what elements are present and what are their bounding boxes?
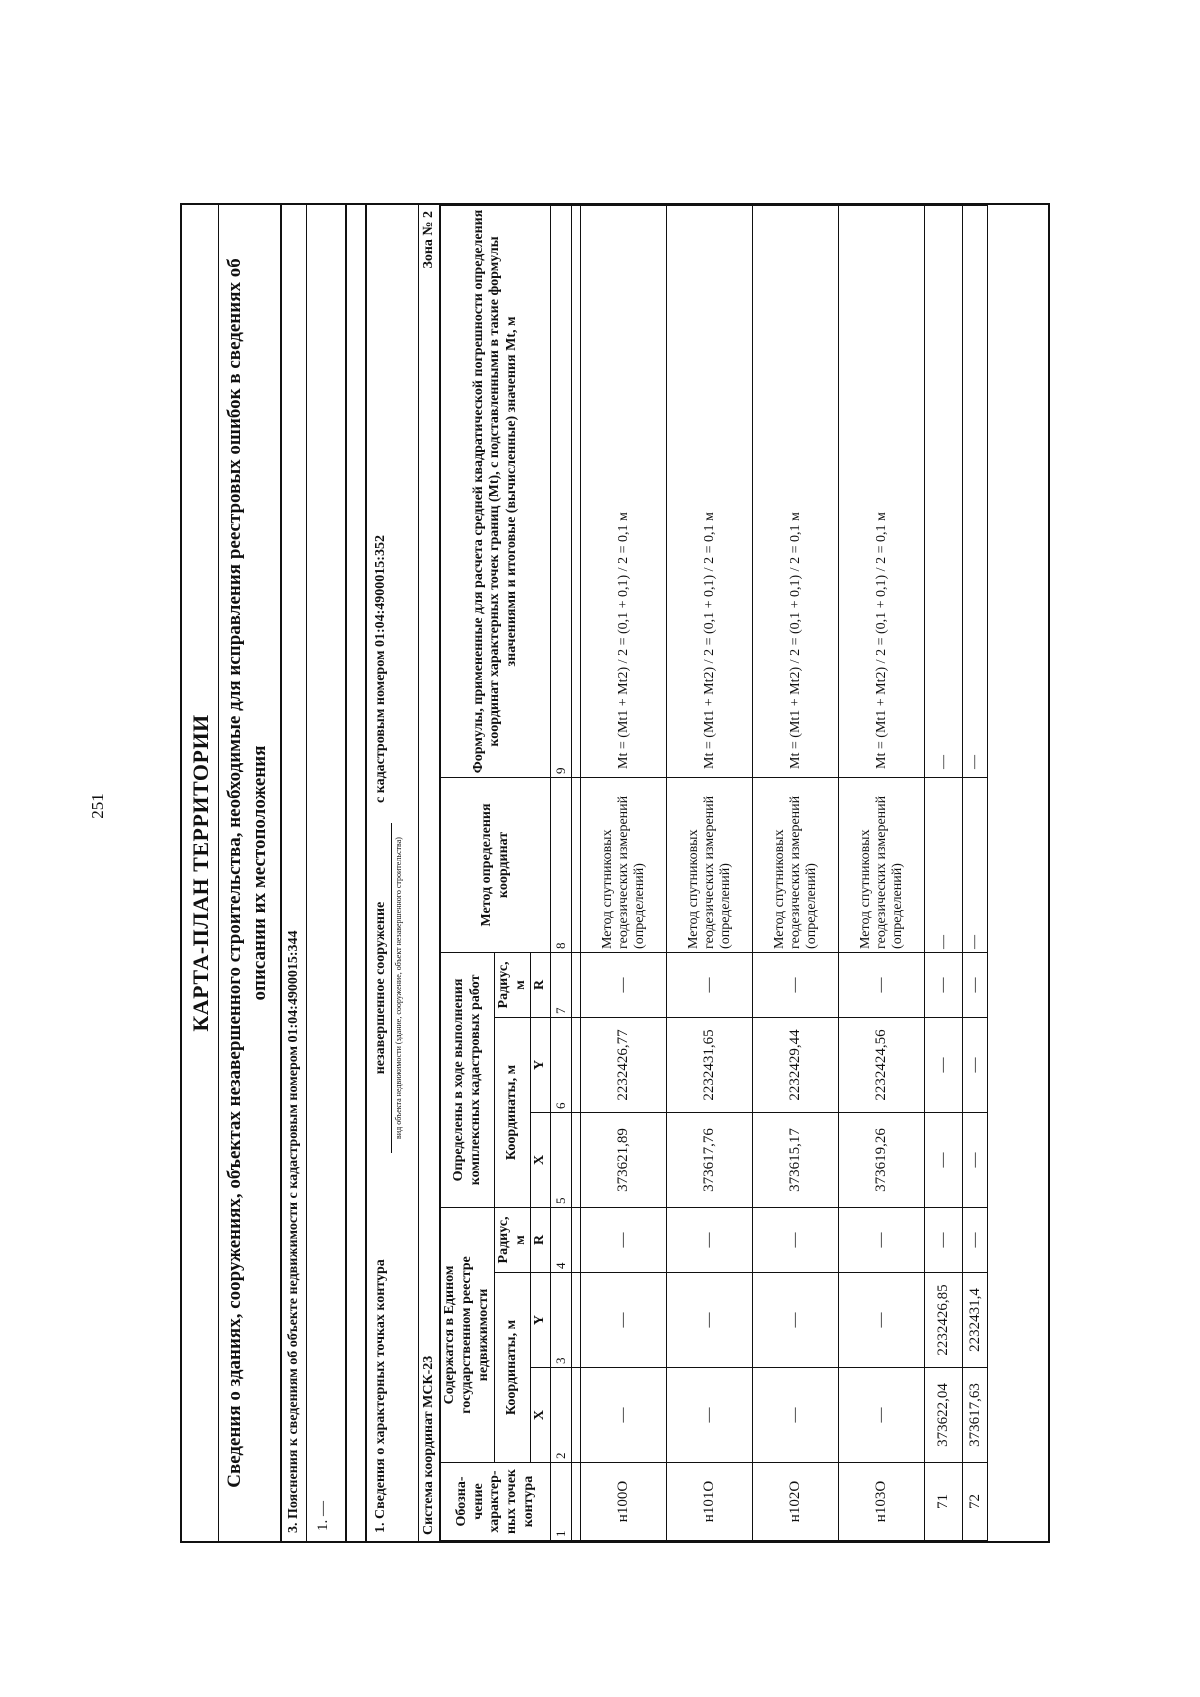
cell-formula: Mt = (Mt1 + Mt2) / 2 = (0,1 + 0,1) / 2 = 0,1 м [667, 206, 753, 778]
cell-y1: 2232431,4 [963, 1273, 988, 1368]
point-id: н101О [667, 1463, 753, 1541]
cell-y2: — [963, 1017, 988, 1112]
cell-x2: — [963, 1112, 988, 1207]
col-number: 8 [551, 777, 572, 952]
cell-x2: — [925, 1112, 963, 1207]
cell-y2: 2232426,77 [581, 1017, 667, 1112]
section-3-heading: 3. Пояснения к сведениям об объекте недвижимости с кадастровым номером 01:04:4900015:344 [282, 205, 307, 1541]
cell-y2: 2232429,44 [753, 1017, 839, 1112]
col-number: 4 [551, 1207, 572, 1272]
cell-r2: — [925, 952, 963, 1017]
cell-r2: — [839, 952, 925, 1017]
cell-formula: — [925, 206, 963, 778]
cell-r1: — [753, 1207, 839, 1272]
table-row [963, 206, 988, 1541]
cell-y1: — [839, 1273, 925, 1368]
points-table [440, 205, 988, 1541]
col-number: 2 [551, 1368, 572, 1463]
cell-r1: — [581, 1207, 667, 1272]
col-number: 6 [551, 1017, 572, 1112]
col-number: 9 [551, 206, 572, 778]
document-sheet [180, 203, 1050, 1543]
header-x-1: X [531, 1368, 551, 1463]
cell-x2: 373621,89 [581, 1112, 667, 1207]
header-x-2: X [531, 1112, 551, 1207]
header-r-2: R [531, 952, 551, 1017]
cell-x1: — [753, 1368, 839, 1463]
zone-label: Зона № 2 [421, 211, 437, 269]
cell-y2: 2232424,56 [839, 1017, 925, 1112]
cell-r1: — [839, 1207, 925, 1272]
coord-system: Система координат МСК-23 [421, 1355, 437, 1535]
cell-x2: 373619,26 [839, 1112, 925, 1207]
header-y-1: Y [531, 1273, 551, 1368]
document-subtitle: Сведения о зданиях, сооружениях, объектах незавершенного строительства, необходимые для исправления реестровых ошибок в сведениях об описании их местоположения [218, 205, 280, 1541]
header-method: Метод определения координат [441, 777, 551, 952]
cell-method: Метод спутниковых геодезических измерений (определений) [667, 777, 753, 952]
column-number-row [551, 206, 572, 1541]
table-row [667, 206, 753, 1541]
page-number: 251 [88, 793, 107, 819]
header-coords-2: Координаты, м [494, 1017, 531, 1207]
gap-row [572, 206, 581, 1541]
object-type-hint: вид объекта недвижимости (здание, сооружение, объект незавершенного строительства) [394, 837, 404, 1139]
header-egrn: Содержатся в Едином государственном реестре недвижимости [441, 1207, 494, 1462]
cell-formula: Mt = (Mt1 + Mt2) / 2 = (0,1 + 0,1) / 2 = 0,1 м [839, 206, 925, 778]
section-1-header [367, 205, 419, 1541]
object-type: незавершенное сооружение [373, 823, 392, 1153]
object-type-block [373, 823, 403, 1153]
point-id: н103О [839, 1463, 925, 1541]
cell-formula: — [963, 206, 988, 778]
col-number: 7 [551, 952, 572, 1017]
header-point-id: Обозна-чение характер-ных точек контура [441, 1463, 551, 1541]
cell-x1: 373622,04 [925, 1368, 963, 1463]
col-number: 3 [551, 1273, 572, 1368]
section-divider [347, 205, 367, 1541]
cell-y1: — [667, 1273, 753, 1368]
cell-method: Метод спутниковых геодезических измерений (определений) [753, 777, 839, 952]
document-title: КАРТА-ПЛАН ТЕРРИТОРИИ [188, 714, 213, 1032]
cell-x1: — [581, 1368, 667, 1463]
table-row [839, 206, 925, 1541]
cadastral-number: с кадастровым номером 01:04:4900015:352 [373, 535, 389, 803]
cell-r2: — [753, 952, 839, 1017]
cell-x1: — [839, 1368, 925, 1463]
point-id: 72 [963, 1463, 988, 1541]
cell-y1: — [581, 1273, 667, 1368]
table-row [925, 206, 963, 1541]
section-1-heading: 1. Сведения о характерных точках контура [373, 1259, 389, 1533]
cell-r1: — [925, 1207, 963, 1272]
cell-x1: — [667, 1368, 753, 1463]
cell-formula: Mt = (Mt1 + Mt2) / 2 = (0,1 + 0,1) / 2 = 0,1 м [581, 206, 667, 778]
point-id: н100О [581, 1463, 667, 1541]
cell-x1: 373617,63 [963, 1368, 988, 1463]
cell-r2: — [667, 952, 753, 1017]
col-number: 1 [551, 1463, 572, 1541]
header-y-2: Y [531, 1017, 551, 1112]
cell-method: Метод спутниковых геодезических измерений (определений) [839, 777, 925, 952]
cell-y1: 2232426,85 [925, 1273, 963, 1368]
cell-x2: 373617,76 [667, 1112, 753, 1207]
header-kkr: Определены в ходе выполнения комплексных кадастровых работ [441, 952, 494, 1207]
cell-x2: 373615,17 [753, 1112, 839, 1207]
header-radius-1: Радиус, м [494, 1207, 531, 1272]
cell-method: Метод спутниковых геодезических измерений (определений) [581, 777, 667, 952]
table-row [581, 206, 667, 1541]
point-id: н102О [753, 1463, 839, 1541]
cell-y2: 2232431,65 [667, 1017, 753, 1112]
cell-method: — [963, 777, 988, 952]
cell-formula: Mt = (Mt1 + Mt2) / 2 = (0,1 + 0,1) / 2 = 0,1 м [753, 206, 839, 778]
cell-y2: — [925, 1017, 963, 1112]
header-radius-2: Радиус, м [494, 952, 531, 1017]
col-number: 5 [551, 1112, 572, 1207]
cell-r1: — [963, 1207, 988, 1272]
header-r-1: R [531, 1207, 551, 1272]
cell-r1: — [667, 1207, 753, 1272]
note-text: 1. — [307, 205, 347, 1541]
header-coords-1: Координаты, м [494, 1273, 531, 1463]
cell-r2: — [963, 952, 988, 1017]
point-id: 71 [925, 1463, 963, 1541]
cell-r2: — [581, 952, 667, 1017]
header-formula: Формулы, примененные для расчета средней квадратической погрешности определения координат характерных точек границ (Mt), с подставленными в такие формулы значениями и итоговые (вычисленные) значения Mt, м [441, 206, 551, 778]
cell-method: — [925, 777, 963, 952]
cell-y1: — [753, 1273, 839, 1368]
coord-system-row [419, 205, 440, 1541]
title-block [182, 205, 282, 1541]
table-row [753, 206, 839, 1541]
